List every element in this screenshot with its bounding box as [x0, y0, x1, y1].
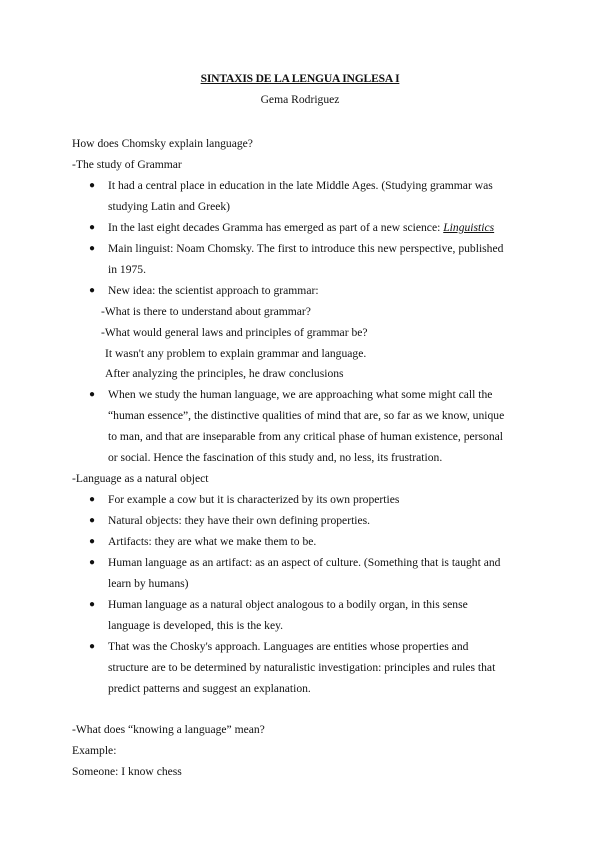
list-item: [108, 221, 494, 235]
bullet-icon: ●: [89, 536, 96, 547]
author-name: Gema Rodriguez: [260, 93, 340, 106]
list-item-continuation: or social. Hence the fascination of this study and, no less, its frustration.: [108, 451, 443, 464]
bullet-icon: ●: [89, 222, 96, 233]
bullet-icon: ●: [89, 515, 96, 526]
list-item: Human language as a natural object analogous to a bodily organ, in this sense: [108, 598, 468, 611]
list-item-continuation: in 1975.: [108, 263, 147, 276]
list-item: When we study the human language, we are approaching what some might call the: [108, 388, 493, 401]
example-label: Example:: [72, 744, 117, 757]
list-item-continuation: language is developed, this is the key.: [108, 619, 284, 632]
linguistics-link[interactable]: Linguistics: [443, 221, 495, 234]
list-item: New idea: the scientist approach to grammar:: [108, 284, 319, 297]
bullet-icon: ●: [89, 494, 96, 505]
list-item: Natural objects: they have their own defining properties.: [108, 514, 371, 527]
sub-question: -What is there to understand about grammar?: [101, 305, 311, 318]
list-item: That was the Chosky's approach. Languages are entities whose properties and: [108, 640, 469, 653]
sub-note: After analyzing the principles, he draw conclusions: [105, 367, 344, 380]
example-text: Someone: I know chess: [72, 765, 182, 778]
list-item-continuation: studying Latin and Greek): [108, 200, 231, 213]
question-heading: How does Chomsky explain language?: [72, 137, 253, 150]
bullet-icon: ●: [89, 180, 96, 191]
section-knowing-language: -What does “knowing a language” mean?: [72, 723, 265, 736]
list-item: Artifacts: they are what we make them to be.: [108, 535, 317, 548]
list-item-continuation: “human essence”, the distinctive qualities of mind that are, so far as we know, unique: [108, 409, 505, 422]
list-item: Main linguist: Noam Chomsky. The first to introduce this new perspective, published: [108, 242, 504, 255]
list-item-continuation: learn by humans): [108, 577, 189, 590]
section-study-of-grammar: -The study of Grammar: [72, 158, 182, 171]
list-item-text: In the last eight decades Gramma has emerged as part of a new science:: [108, 221, 444, 234]
document-title: SINTAXIS DE LA LENGUA INGLESA I: [200, 72, 400, 85]
bullet-icon: ●: [89, 389, 96, 400]
bullet-icon: ●: [89, 285, 96, 296]
list-item: For example a cow but it is characterized by its own properties: [108, 493, 400, 506]
bullet-icon: ●: [89, 557, 96, 568]
list-item-continuation: predict patterns and suggest an explanation.: [108, 682, 311, 695]
sub-question: -What would general laws and principles of grammar be?: [101, 326, 368, 339]
list-item-continuation: structure are to be determined by naturalistic investigation: principles and rules that: [108, 661, 496, 674]
sub-note: It wasn't any problem to explain grammar and language.: [105, 347, 367, 360]
bullet-icon: ●: [89, 243, 96, 254]
bullet-icon: ●: [89, 599, 96, 610]
list-item: Human language as an artifact: as an aspect of culture. (Something that is taught and: [108, 556, 501, 569]
section-natural-object: -Language as a natural object: [72, 472, 209, 485]
list-item: It had a central place in education in the late Middle Ages. (Studying grammar was: [108, 179, 493, 192]
list-item-continuation: to man, and that are inseparable from any critical phase of human existence, personal: [108, 430, 503, 443]
bullet-icon: ●: [89, 641, 96, 652]
